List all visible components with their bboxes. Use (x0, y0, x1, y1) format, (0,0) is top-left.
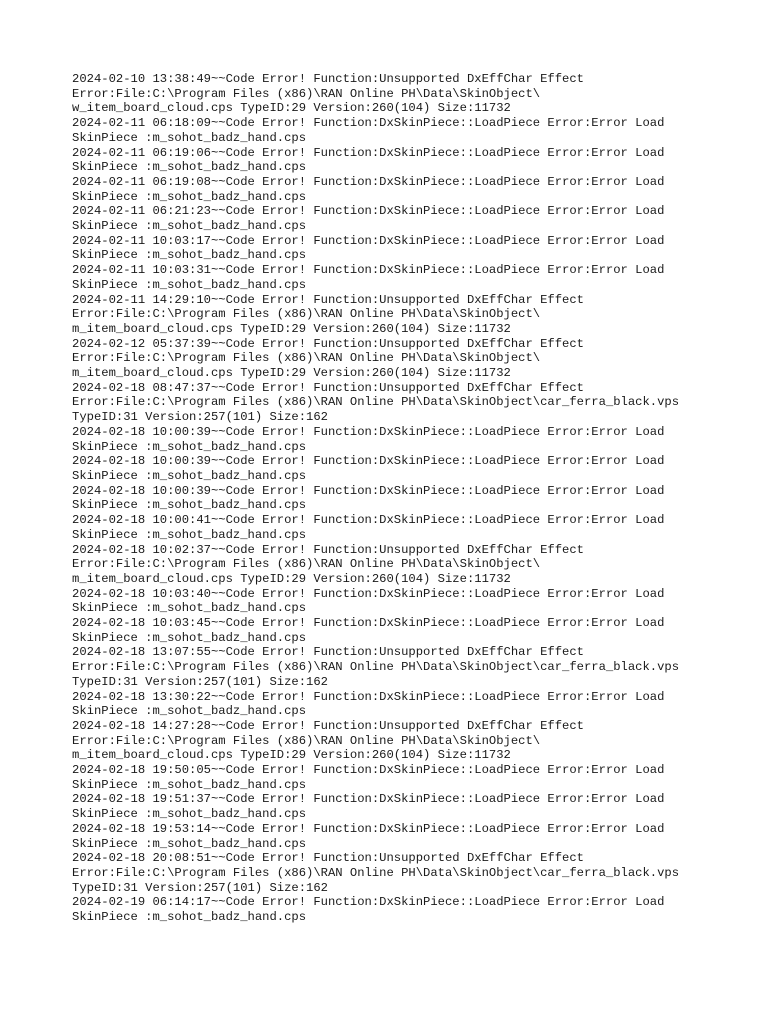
log-line: 2024-02-19 06:14:17~~Code Error! Function:DxSkinPiece::LoadPiece Error:Error Load (72, 895, 665, 910)
log-line: 2024-02-18 10:03:40~~Code Error! Function:DxSkinPiece::LoadPiece Error:Error Load (72, 586, 665, 601)
log-line: Error:File:C:\Program Files (x86)\RAN Online PH\Data\SkinObject\car_ferra_black.vps (72, 865, 680, 880)
log-line: 2024-02-18 19:53:14~~Code Error! Function:DxSkinPiece::LoadPiece Error:Error Load (72, 821, 665, 836)
log-line: SkinPiece :m_sohot_badz_hand.cps (72, 704, 307, 719)
log-line: 2024-02-12 05:37:39~~Code Error! Function:Unsupported DxEffChar Effect (72, 336, 584, 351)
log-line: SkinPiece :m_sohot_badz_hand.cps (72, 439, 307, 454)
log-line: 2024-02-11 10:03:31~~Code Error! Function:DxSkinPiece::LoadPiece Error:Error Load (72, 263, 665, 278)
log-line: SkinPiece :m_sohot_badz_hand.cps (72, 160, 307, 175)
log-line: 2024-02-18 14:27:28~~Code Error! Function:Unsupported DxEffChar Effect (72, 718, 584, 733)
log-line: 2024-02-11 06:18:09~~Code Error! Function:DxSkinPiece::LoadPiece Error:Error Load (72, 116, 665, 131)
log-line: SkinPiece :m_sohot_badz_hand.cps (72, 189, 307, 204)
log-line: 2024-02-18 08:47:37~~Code Error! Function:Unsupported DxEffChar Effect (72, 380, 584, 395)
log-line: 2024-02-18 13:30:22~~Code Error! Function:DxSkinPiece::LoadPiece Error:Error Load (72, 689, 665, 704)
log-line: 2024-02-18 10:02:37~~Code Error! Function:Unsupported DxEffChar Effect (72, 542, 584, 557)
log-line: Error:File:C:\Program Files (x86)\RAN Online PH\Data\SkinObject\ (72, 307, 541, 322)
log-line: Error:File:C:\Program Files (x86)\RAN Online PH\Data\SkinObject\ (72, 557, 541, 572)
log-line: 2024-02-18 10:00:41~~Code Error! Function:DxSkinPiece::LoadPiece Error:Error Load (72, 513, 665, 528)
log-line: 2024-02-18 13:07:55~~Code Error! Function:Unsupported DxEffChar Effect (72, 645, 584, 660)
log-line: SkinPiece :m_sohot_badz_hand.cps (72, 777, 307, 792)
log-line: m_item_board_cloud.cps TypeID:29 Version:260(104) Size:11732 (72, 321, 511, 336)
log-line: SkinPiece :m_sohot_badz_hand.cps (72, 910, 307, 925)
log-line: 2024-02-11 14:29:10~~Code Error! Function:Unsupported DxEffChar Effect (72, 292, 584, 307)
log-line: SkinPiece :m_sohot_badz_hand.cps (72, 601, 307, 616)
log-line: 2024-02-11 06:21:23~~Code Error! Function:DxSkinPiece::LoadPiece Error:Error Load (72, 204, 665, 219)
log-line: SkinPiece :m_sohot_badz_hand.cps (72, 630, 307, 645)
log-line: 2024-02-18 10:00:39~~Code Error! Function:DxSkinPiece::LoadPiece Error:Error Load (72, 483, 665, 498)
log-line: SkinPiece :m_sohot_badz_hand.cps (72, 130, 307, 145)
log-line: 2024-02-11 06:19:08~~Code Error! Function:DxSkinPiece::LoadPiece Error:Error Load (72, 174, 665, 189)
log-line: 2024-02-11 10:03:17~~Code Error! Function:DxSkinPiece::LoadPiece Error:Error Load (72, 233, 665, 248)
log-line: SkinPiece :m_sohot_badz_hand.cps (72, 468, 307, 483)
log-line: TypeID:31 Version:257(101) Size:162 (72, 410, 328, 425)
log-line: Error:File:C:\Program Files (x86)\RAN Online PH\Data\SkinObject\ (72, 351, 541, 366)
log-line: 2024-02-18 20:08:51~~Code Error! Function:Unsupported DxEffChar Effect (72, 851, 584, 866)
log-line: Error:File:C:\Program Files (x86)\RAN Online PH\Data\SkinObject\ (72, 733, 541, 748)
log-line: SkinPiece :m_sohot_badz_hand.cps (72, 527, 307, 542)
log-line: SkinPiece :m_sohot_badz_hand.cps (72, 807, 307, 822)
log-line: m_item_board_cloud.cps TypeID:29 Version:260(104) Size:11732 (72, 366, 511, 381)
log-line: Error:File:C:\Program Files (x86)\RAN Online PH\Data\SkinObject\ (72, 86, 541, 101)
log-line: m_item_board_cloud.cps TypeID:29 Version:260(104) Size:11732 (72, 748, 511, 763)
log-line: 2024-02-10 13:38:49~~Code Error! Function:Unsupported DxEffChar Effect (72, 72, 584, 86)
log-line: Error:File:C:\Program Files (x86)\RAN Online PH\Data\SkinObject\car_ferra_black.vps (72, 395, 680, 410)
log-document (72, 72, 732, 925)
log-line: 2024-02-18 10:00:39~~Code Error! Function:DxSkinPiece::LoadPiece Error:Error Load (72, 424, 665, 439)
log-line: 2024-02-11 06:19:06~~Code Error! Function:DxSkinPiece::LoadPiece Error:Error Load (72, 145, 665, 160)
log-line: m_item_board_cloud.cps TypeID:29 Version:260(104) Size:11732 (72, 571, 511, 586)
log-line: w_item_board_cloud.cps TypeID:29 Version:260(104) Size:11732 (72, 101, 511, 116)
log-line: TypeID:31 Version:257(101) Size:162 (72, 880, 328, 895)
log-line: SkinPiece :m_sohot_badz_hand.cps (72, 836, 307, 851)
log-line: 2024-02-18 10:03:45~~Code Error! Function:DxSkinPiece::LoadPiece Error:Error Load (72, 616, 665, 631)
log-line: SkinPiece :m_sohot_badz_hand.cps (72, 248, 307, 263)
log-line: SkinPiece :m_sohot_badz_hand.cps (72, 498, 307, 513)
log-line: SkinPiece :m_sohot_badz_hand.cps (72, 219, 307, 234)
log-lines (72, 72, 732, 925)
log-line: SkinPiece :m_sohot_badz_hand.cps (72, 277, 307, 292)
log-line: 2024-02-18 19:50:05~~Code Error! Function:DxSkinPiece::LoadPiece Error:Error Load (72, 763, 665, 778)
log-line: 2024-02-18 10:00:39~~Code Error! Function:DxSkinPiece::LoadPiece Error:Error Load (72, 454, 665, 469)
log-line: TypeID:31 Version:257(101) Size:162 (72, 674, 328, 689)
log-line: 2024-02-18 19:51:37~~Code Error! Function:DxSkinPiece::LoadPiece Error:Error Load (72, 792, 665, 807)
log-line: Error:File:C:\Program Files (x86)\RAN Online PH\Data\SkinObject\car_ferra_black.vps (72, 660, 680, 675)
